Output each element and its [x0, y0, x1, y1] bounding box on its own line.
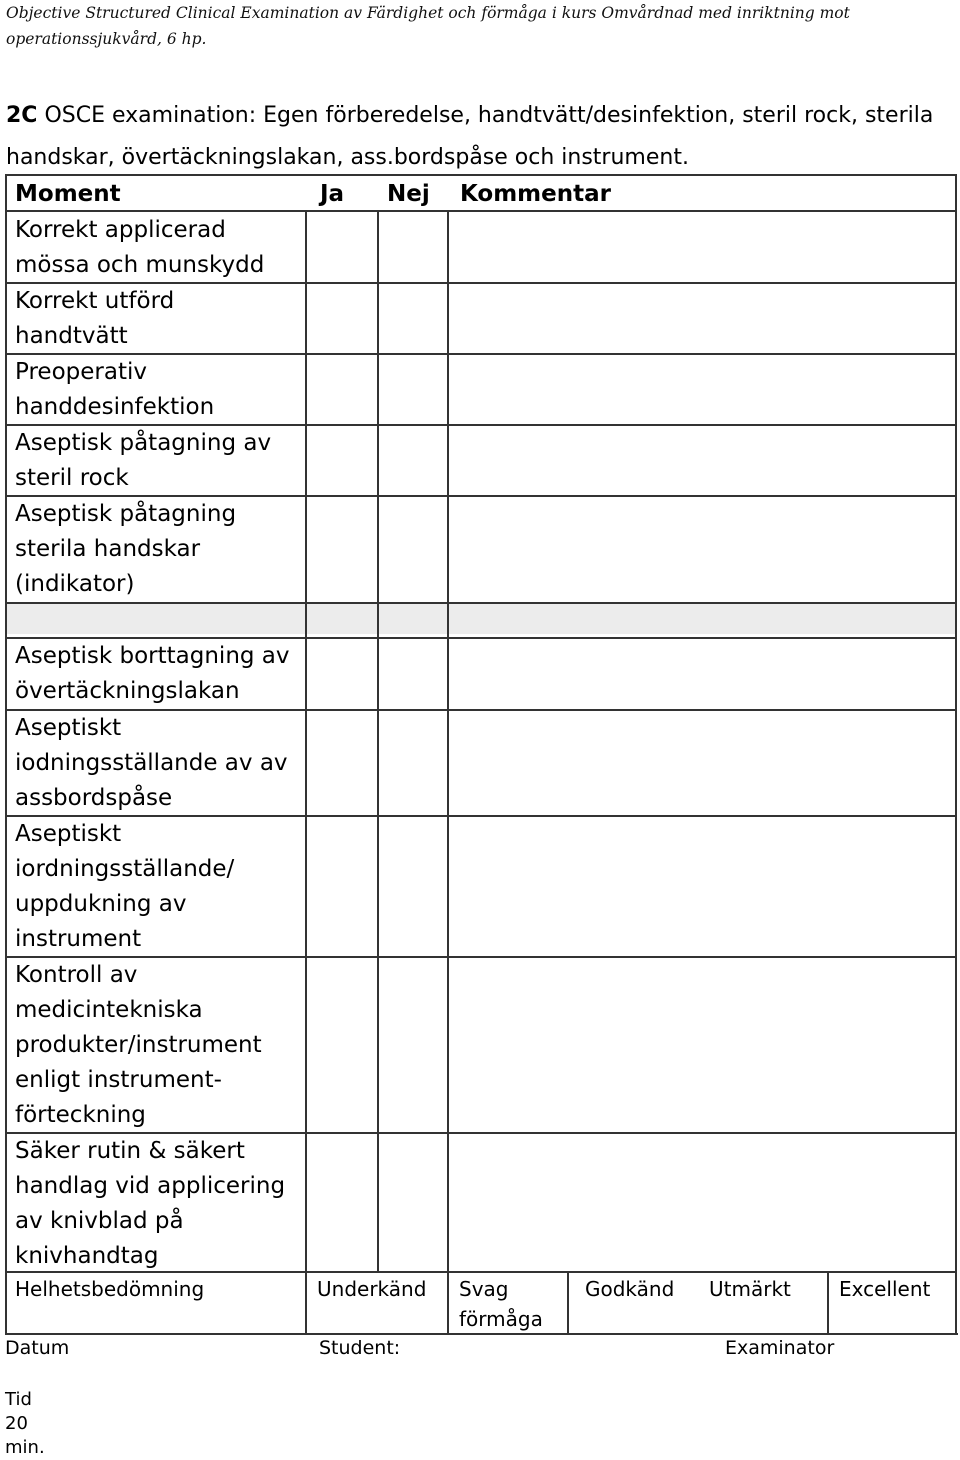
- row-border: [5, 282, 956, 284]
- page-title: [6, 95, 954, 179]
- col-divider-nej: [447, 211, 449, 1335]
- grade-underkand: Underkänd: [317, 1277, 427, 1301]
- document-header: [6, 0, 956, 52]
- row-border: [5, 815, 956, 817]
- col-divider-ja: [377, 211, 379, 1273]
- row-moment-6: [0, 604, 305, 637]
- row-moment-9: Aseptiskt iordningsställande/ uppdukning av instrument: [15, 821, 235, 952]
- row-border: [5, 495, 956, 497]
- header-line-1: Objective Structured Clinical Examination av Färdighet och förmåga i kurs Omvårdnad med inriktning mot: [6, 4, 850, 22]
- row-moment-8: Aseptiskt iodningsställande av av assbordspåse: [15, 715, 288, 811]
- title-text: OSCE examination: Egen förberedelse, handtvätt/desinfektion, steril rock, sterila handskar, övertäckningslakan, ass.bordspåse och instrument.: [6, 103, 934, 170]
- row-border: [5, 709, 956, 711]
- border-header: [5, 210, 956, 212]
- column-header-moment: Moment: [15, 181, 121, 207]
- header-line-2: operationssjukvård, 6 hp.: [6, 30, 207, 48]
- grade-excellent: Excellent: [839, 1277, 931, 1301]
- assessment-label: Helhetsbedömning: [15, 1277, 205, 1301]
- grade-godkand: Godkänd: [585, 1277, 675, 1301]
- border-left: [5, 174, 7, 1335]
- grade-svag-formaga: Svag förmåga: [459, 1277, 543, 1331]
- grade-divider-1: [567, 1272, 569, 1335]
- row-moment-5: Aseptisk påtagning sterila handskar (indikator): [15, 501, 237, 597]
- border-table-bottom: [5, 1271, 956, 1273]
- row-moment-7: Aseptisk borttagning av övertäckningslakan: [15, 643, 290, 704]
- grade-divider-2: [827, 1272, 829, 1335]
- time-label: Tid 20 min.: [5, 1389, 45, 1458]
- row-border: [5, 353, 956, 355]
- row-moment-3: Preoperativ handdesinfektion: [15, 359, 215, 420]
- title-code: 2C: [6, 103, 38, 128]
- col-divider-moment: [305, 211, 307, 1335]
- row-border: [5, 956, 956, 958]
- column-header-nej: Nej: [387, 181, 430, 207]
- examinator-label: Examinator: [725, 1337, 835, 1359]
- row-moment-11: Säker rutin & säkert handlag vid applicering av knivblad på knivhandtag: [15, 1138, 286, 1269]
- grade-utmarkt: Utmärkt: [709, 1277, 791, 1301]
- row-moment-10: Kontroll av medicintekniska produkter/instrument enligt instrument- förteckning: [15, 962, 262, 1128]
- student-label: Student:: [319, 1337, 401, 1359]
- row-moment-2: Korrekt utförd handtvätt: [15, 288, 175, 349]
- column-header-kommentar: Kommentar: [460, 181, 611, 207]
- row-moment-4: Aseptisk påtagning av steril rock: [15, 430, 272, 491]
- border-assessment-bottom: [5, 1333, 958, 1335]
- row-border: [5, 602, 956, 604]
- row-moment-1: Korrekt applicerad mössa och munskydd: [15, 217, 265, 278]
- row-border: [5, 1132, 956, 1134]
- row-border: [5, 637, 956, 639]
- datum-label: Datum: [5, 1337, 70, 1359]
- row-border: [5, 424, 956, 426]
- column-header-ja: Ja: [320, 181, 345, 207]
- border-right: [955, 174, 957, 1335]
- border-top: [5, 174, 956, 176]
